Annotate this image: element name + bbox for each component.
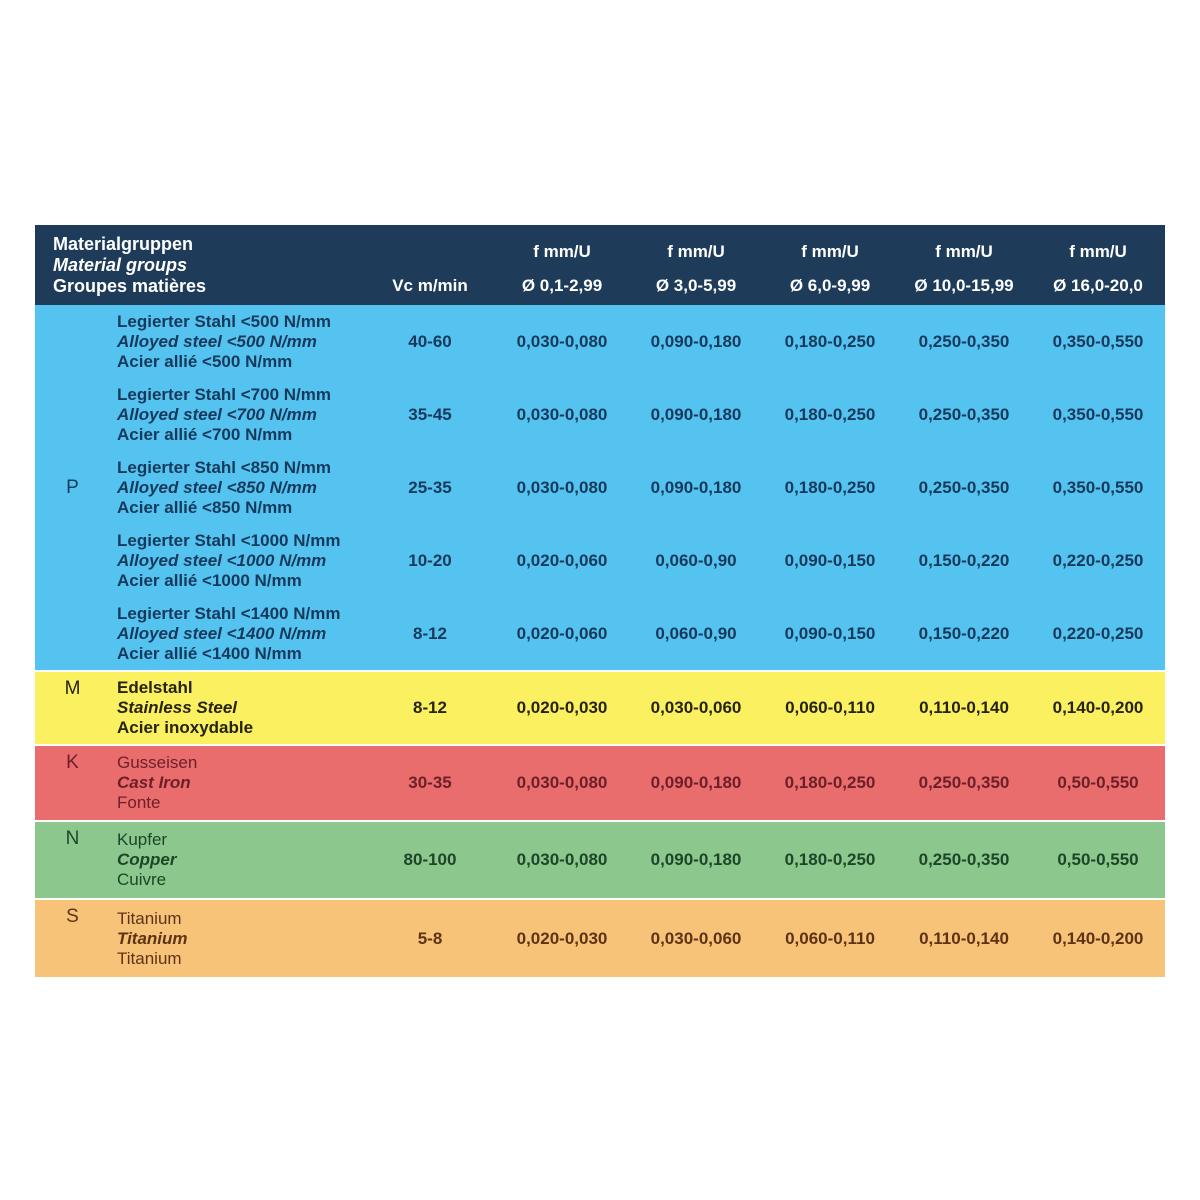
vc-value: 5-8 bbox=[417, 928, 443, 948]
feed-value: 0,090-0,180 bbox=[650, 773, 742, 792]
feed-unit-label: f mm/U bbox=[1069, 242, 1127, 261]
material-name bbox=[110, 305, 365, 378]
feed-value: 0,110-0,140 bbox=[919, 928, 1009, 948]
vc-value: 8-12 bbox=[412, 623, 448, 643]
material-name bbox=[110, 597, 365, 670]
group-letter: S bbox=[66, 906, 79, 927]
vc-value: 8-12 bbox=[412, 698, 448, 717]
group-section-s bbox=[35, 900, 1165, 977]
material-name-line: Titanium bbox=[117, 928, 188, 948]
feed-value: 0,180-0,250 bbox=[784, 477, 876, 497]
group-letter-cell bbox=[35, 672, 110, 744]
feed-value: 0,180-0,250 bbox=[784, 404, 876, 424]
table-body bbox=[35, 305, 1165, 977]
vc-value: 35-45 bbox=[408, 404, 452, 424]
feed-range-label: Ø 0,1-2,99 bbox=[521, 276, 603, 295]
feed-value: 0,030-0,080 bbox=[516, 773, 608, 792]
material-name bbox=[110, 378, 365, 451]
material-name-line: Titanium bbox=[117, 908, 182, 928]
feed-unit-label: f mm/U bbox=[935, 242, 993, 261]
feed-value: 0,350-0,550 bbox=[1052, 477, 1144, 497]
group-letter-cell bbox=[35, 746, 110, 820]
feed-value: 0,030-0,080 bbox=[516, 850, 608, 869]
material-name-line: Acier allié <850 N/mm bbox=[117, 497, 293, 517]
feed-value: 0,250-0,350 bbox=[918, 850, 1010, 869]
material-name bbox=[110, 451, 365, 524]
material-name-line: Legierter Stahl <1000 N/mm bbox=[117, 530, 341, 550]
feed-value: 0,030-0,060 bbox=[650, 698, 742, 717]
feed-unit-label: f mm/U bbox=[533, 242, 591, 261]
material-name bbox=[110, 524, 365, 597]
feed-value: 0,020-0,030 bbox=[516, 698, 608, 717]
feed-value: 0,180-0,250 bbox=[784, 773, 876, 792]
feed-value: 0,020-0,060 bbox=[516, 550, 608, 570]
material-name-line: Edelstahl bbox=[117, 678, 193, 697]
feed-value: 0,250-0,350 bbox=[918, 477, 1010, 497]
feed-column-header bbox=[495, 225, 629, 305]
group-letter-cell bbox=[35, 822, 110, 898]
feed-column-header bbox=[897, 225, 1031, 305]
material-name-line: Legierter Stahl <850 N/mm bbox=[117, 457, 332, 477]
material-row bbox=[110, 305, 1165, 378]
feed-value: 0,50-0,550 bbox=[1057, 850, 1139, 869]
material-name-line: Acier allié <700 N/mm bbox=[117, 424, 293, 444]
feed-value: 0,350-0,550 bbox=[1052, 404, 1144, 424]
title-line-en: Material groups bbox=[53, 254, 188, 275]
feed-column-header bbox=[629, 225, 763, 305]
feed-value: 0,180-0,250 bbox=[784, 850, 876, 869]
material-row bbox=[110, 746, 1165, 820]
feed-value: 0,060-0,110 bbox=[785, 928, 875, 948]
group-rows bbox=[110, 672, 1165, 744]
feed-value: 0,350-0,550 bbox=[1052, 331, 1144, 351]
material-name-line: Acier allié <500 N/mm bbox=[117, 351, 293, 371]
material-name-line: Alloyed steel <850 N/mm bbox=[117, 477, 317, 497]
vc-value: 10-20 bbox=[408, 550, 452, 570]
material-row bbox=[110, 822, 1165, 898]
feed-value: 0,220-0,250 bbox=[1052, 550, 1144, 570]
vc-value: 80-100 bbox=[403, 850, 457, 869]
feed-value: 0,090-0,150 bbox=[784, 623, 876, 643]
table-title bbox=[35, 225, 365, 305]
feed-value: 0,090-0,180 bbox=[650, 850, 742, 869]
feed-value: 0,150-0,220 bbox=[918, 623, 1010, 643]
group-letter: N bbox=[65, 828, 80, 849]
feed-value: 0,140-0,200 bbox=[1052, 928, 1144, 948]
feed-value: 0,220-0,250 bbox=[1052, 623, 1144, 643]
material-row bbox=[110, 378, 1165, 451]
material-name-line: Legierter Stahl <500 N/mm bbox=[117, 311, 332, 331]
feed-unit-label: f mm/U bbox=[801, 242, 859, 261]
material-row bbox=[110, 672, 1165, 744]
vc-value: 40-60 bbox=[408, 331, 452, 351]
material-name bbox=[110, 746, 365, 820]
feed-value: 0,250-0,350 bbox=[918, 331, 1010, 351]
group-letter-cell bbox=[35, 305, 110, 670]
feed-column-headers bbox=[495, 225, 1165, 305]
material-name bbox=[110, 672, 365, 744]
feed-unit-label: f mm/U bbox=[667, 242, 725, 261]
material-name-line: Acier inoxydable bbox=[117, 718, 254, 737]
group-section-k bbox=[35, 746, 1165, 820]
feed-range-label: Ø 6,0-9,99 bbox=[789, 276, 871, 295]
feed-range-label: Ø 16,0-20,0 bbox=[1053, 276, 1143, 295]
feed-value: 0,180-0,250 bbox=[784, 331, 876, 351]
table-header bbox=[35, 225, 1165, 305]
material-name-line: Alloyed steel <700 N/mm bbox=[117, 404, 317, 424]
material-row bbox=[110, 900, 1165, 977]
feed-value: 0,110-0,140 bbox=[919, 698, 1009, 717]
feed-value: 0,50-0,550 bbox=[1057, 773, 1139, 792]
feed-value: 0,090-0,180 bbox=[650, 404, 742, 424]
material-name-line: Kupfer bbox=[117, 830, 168, 849]
group-rows bbox=[110, 305, 1165, 670]
feed-value: 0,060-0,90 bbox=[655, 623, 737, 643]
feed-value: 0,150-0,220 bbox=[918, 550, 1010, 570]
material-name-line: Acier allié <1400 N/mm bbox=[117, 643, 302, 663]
material-name-line: Gusseisen bbox=[117, 753, 198, 772]
material-row bbox=[110, 524, 1165, 597]
feed-value: 0,030-0,060 bbox=[650, 928, 742, 948]
feed-range-label: Ø 10,0-15,99 bbox=[914, 276, 1014, 295]
material-name-line: Copper bbox=[117, 850, 177, 869]
group-section-m bbox=[35, 672, 1165, 744]
material-row bbox=[110, 597, 1165, 670]
group-section-p bbox=[35, 305, 1165, 670]
feed-value: 0,250-0,350 bbox=[918, 404, 1010, 424]
feed-value: 0,030-0,080 bbox=[516, 331, 608, 351]
title-line-fr: Groupes matières bbox=[53, 275, 207, 296]
material-name-line: Alloyed steel <1400 N/mm bbox=[117, 623, 327, 643]
vc-column-header: Vc m/min bbox=[392, 276, 468, 295]
feed-value: 0,030-0,080 bbox=[516, 477, 608, 497]
feed-value: 0,090-0,180 bbox=[650, 477, 742, 497]
material-name-line: Titanium bbox=[117, 948, 182, 968]
materials-feed-table bbox=[35, 225, 1165, 977]
feed-value: 0,020-0,030 bbox=[516, 928, 608, 948]
material-name bbox=[110, 900, 365, 977]
feed-value: 0,030-0,080 bbox=[516, 404, 608, 424]
group-rows bbox=[110, 746, 1165, 820]
feed-column-header bbox=[1031, 225, 1165, 305]
vc-value: 30-35 bbox=[408, 773, 452, 792]
title-line-de: Materialgruppen bbox=[53, 233, 194, 254]
feed-value: 0,140-0,200 bbox=[1052, 698, 1144, 717]
vc-value: 25-35 bbox=[408, 477, 452, 497]
material-name-line: Cast Iron bbox=[117, 773, 191, 792]
group-rows bbox=[110, 900, 1165, 977]
feed-value: 0,060-0,90 bbox=[655, 550, 737, 570]
material-row bbox=[110, 451, 1165, 524]
feed-range-label: Ø 3,0-5,99 bbox=[655, 276, 737, 295]
group-letter: M bbox=[64, 678, 81, 699]
material-name-line: Legierter Stahl <700 N/mm bbox=[117, 384, 332, 404]
feed-value: 0,090-0,180 bbox=[650, 331, 742, 351]
group-letter: K bbox=[66, 752, 79, 773]
material-name bbox=[110, 822, 365, 898]
material-name-line: Cuivre bbox=[117, 870, 167, 889]
material-name-line: Fonte bbox=[117, 793, 161, 812]
feed-value: 0,250-0,350 bbox=[918, 773, 1010, 792]
feed-column-header bbox=[763, 225, 897, 305]
material-name-line: Alloyed steel <1000 N/mm bbox=[117, 550, 327, 570]
feed-value: 0,060-0,110 bbox=[785, 698, 875, 717]
feed-value: 0,090-0,150 bbox=[784, 550, 876, 570]
material-name-line: Legierter Stahl <1400 N/mm bbox=[117, 603, 341, 623]
feed-value: 0,020-0,060 bbox=[516, 623, 608, 643]
group-letter: P bbox=[66, 476, 79, 498]
group-section-n bbox=[35, 822, 1165, 898]
material-name-line: Alloyed steel <500 N/mm bbox=[117, 331, 317, 351]
material-name-line: Acier allié <1000 N/mm bbox=[117, 570, 302, 590]
group-rows bbox=[110, 822, 1165, 898]
material-name-line: Stainless Steel bbox=[117, 698, 238, 717]
group-letter-cell bbox=[35, 900, 110, 977]
